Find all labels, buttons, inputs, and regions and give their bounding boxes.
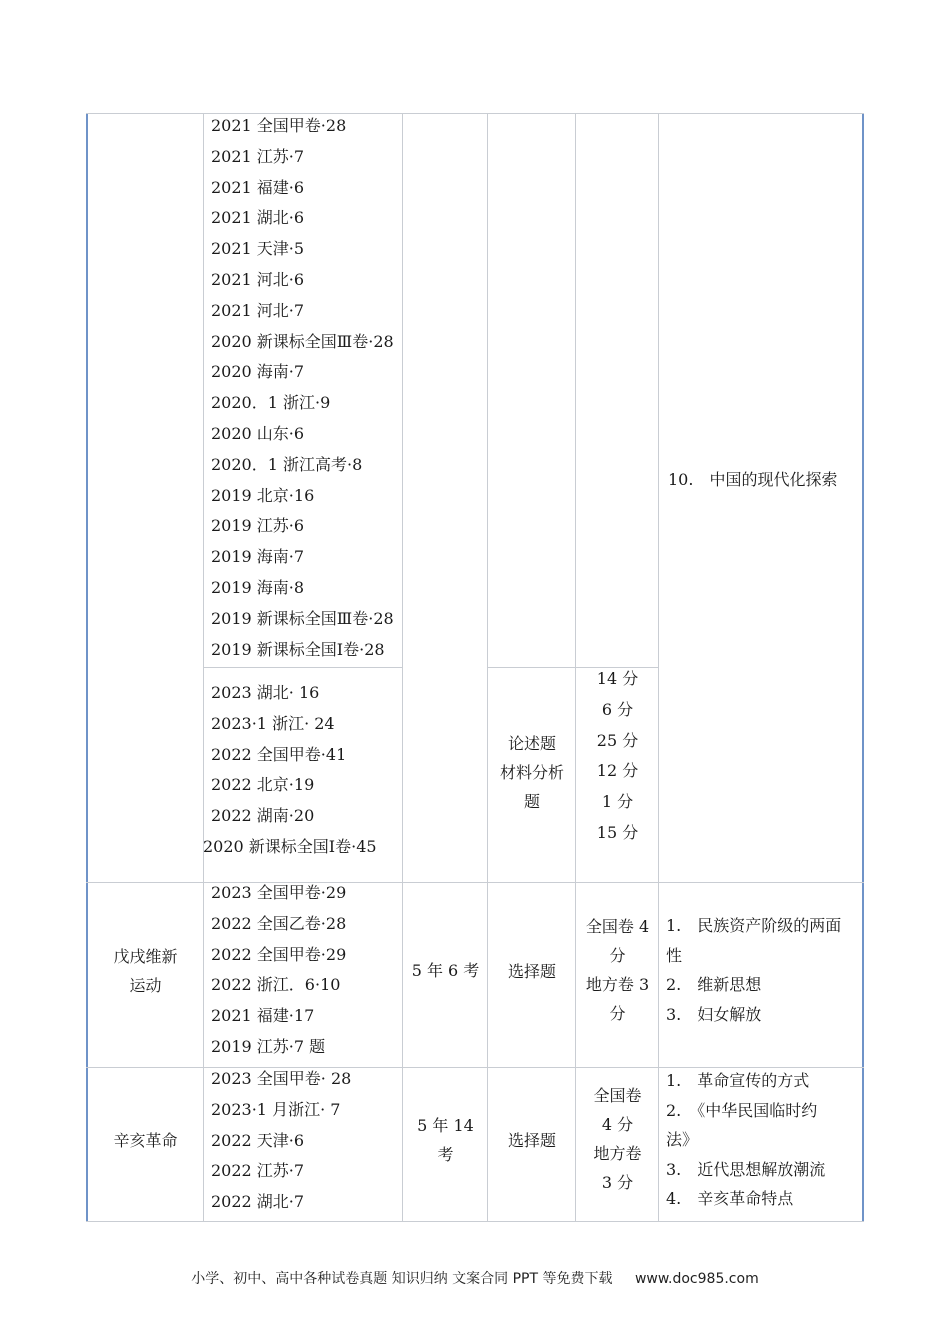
- exam-reference-list: [211, 1064, 351, 1218]
- score-list: 14 分 6 分 25 分 12 分 1 分 15 分: [596, 669, 639, 842]
- exam-reference: 2019 江苏·7 题: [211, 1036, 326, 1056]
- question-type: 选择题: [507, 962, 556, 981]
- exam-reference: 2019 海南·7: [211, 547, 305, 567]
- exam-frequency: 5 年 14 考: [417, 1116, 474, 1164]
- exam-analysis-table: [86, 113, 864, 1222]
- row-divider: [86, 1221, 864, 1222]
- exam-reference: 2019 新课标全国Ⅲ卷·28: [211, 608, 394, 628]
- knowledge-points: 1. 革命宣传的方式 2. 《中华民国临时约 法》 3. 近代思想解放潮流 4. 辛亥革命特点: [666, 1071, 826, 1208]
- exam-reference: 2023·1 浙江· 24: [211, 713, 335, 733]
- topic-name: 戊戌维新 运动: [113, 947, 178, 995]
- exam-reference: 2021 河北·6: [211, 269, 305, 289]
- topic-name: 辛亥革命: [113, 1131, 178, 1150]
- table-left-border: [86, 113, 88, 1222]
- exam-reference: 2020．1 浙江高考·8: [211, 454, 363, 474]
- exam-reference: 2021 福建·6: [211, 177, 305, 197]
- exam-reference: 2020 山东·6: [211, 423, 305, 443]
- exam-reference: 2021 江苏·7: [211, 146, 305, 166]
- footer-text: 小学、初中、高中各种试卷真题 知识归纳 文案合同 PPT 等免费下载: [191, 1271, 613, 1287]
- exam-reference: 2021 天津·5: [211, 239, 305, 259]
- exam-reference: 2021 全国甲卷·28: [211, 116, 347, 135]
- score-note: 全国卷 4 分 地方卷 3 分: [585, 917, 650, 1023]
- knowledge-points: 1. 民族资产阶级的两面 性 2. 维新思想 3. 妇女解放: [666, 916, 842, 1024]
- exam-reference: 2023 湖北· 16: [211, 683, 320, 702]
- exam-frequency: 5 年 6 考: [411, 961, 480, 980]
- score-note: 全国卷 4 分 地方卷 3 分: [593, 1086, 642, 1192]
- exam-reference: 2022 全国甲卷·41: [211, 744, 347, 764]
- exam-reference: 2021 福建·17: [211, 1006, 315, 1026]
- row-divider: [203, 667, 403, 668]
- question-type: 选择题: [507, 1131, 556, 1150]
- exam-reference-list: [211, 111, 394, 665]
- exam-reference: 2022 江苏·7: [211, 1161, 305, 1181]
- exam-reference: 2019 新课标全国Ⅰ卷·28: [211, 639, 385, 659]
- exam-reference: 2022 全国乙卷·28: [211, 913, 347, 933]
- table-right-border: [862, 113, 864, 1222]
- row-divider: [86, 882, 864, 883]
- exam-reference: 2021 河北·7: [211, 300, 305, 320]
- exam-reference: 2020 新课标全国Ⅰ卷·45: [203, 836, 377, 856]
- exam-reference: 2023 全国甲卷· 28: [211, 1069, 352, 1088]
- exam-reference: 2022 湖北·7: [211, 1192, 305, 1212]
- row-divider: [86, 113, 864, 114]
- knowledge-point: 10. 中国的现代化探索: [668, 470, 838, 489]
- exam-reference: 2019 海南·8: [211, 577, 305, 597]
- exam-reference: 2020 海南·7: [211, 362, 305, 382]
- exam-reference: 2022 天津·6: [211, 1130, 305, 1150]
- page-footer: [0, 1268, 950, 1288]
- exam-reference: 2019 北京·16: [211, 485, 315, 505]
- exam-reference: 2021 湖北·6: [211, 208, 305, 228]
- exam-reference: 2020 新课标全国Ⅲ卷·28: [211, 331, 394, 351]
- exam-reference: 2022 湖南·20: [211, 806, 315, 826]
- exam-reference: 2022 浙江．6·10: [211, 975, 341, 995]
- exam-reference: 2023 全国甲卷·29: [211, 883, 347, 902]
- footer-link[interactable]: www.doc985.com: [634, 1271, 759, 1287]
- exam-reference: 2023·1 月浙江· 7: [211, 1099, 341, 1119]
- exam-reference-list: [203, 678, 377, 863]
- question-type: 论述题 材料分析 题: [499, 734, 564, 811]
- exam-reference: 2022 全国甲卷·29: [211, 944, 347, 964]
- exam-reference: 2022 北京·19: [211, 775, 315, 795]
- exam-reference: 2019 江苏·6: [211, 516, 305, 536]
- exam-reference-list: [211, 878, 346, 1063]
- exam-reference: 2020．1 浙江·9: [211, 393, 331, 413]
